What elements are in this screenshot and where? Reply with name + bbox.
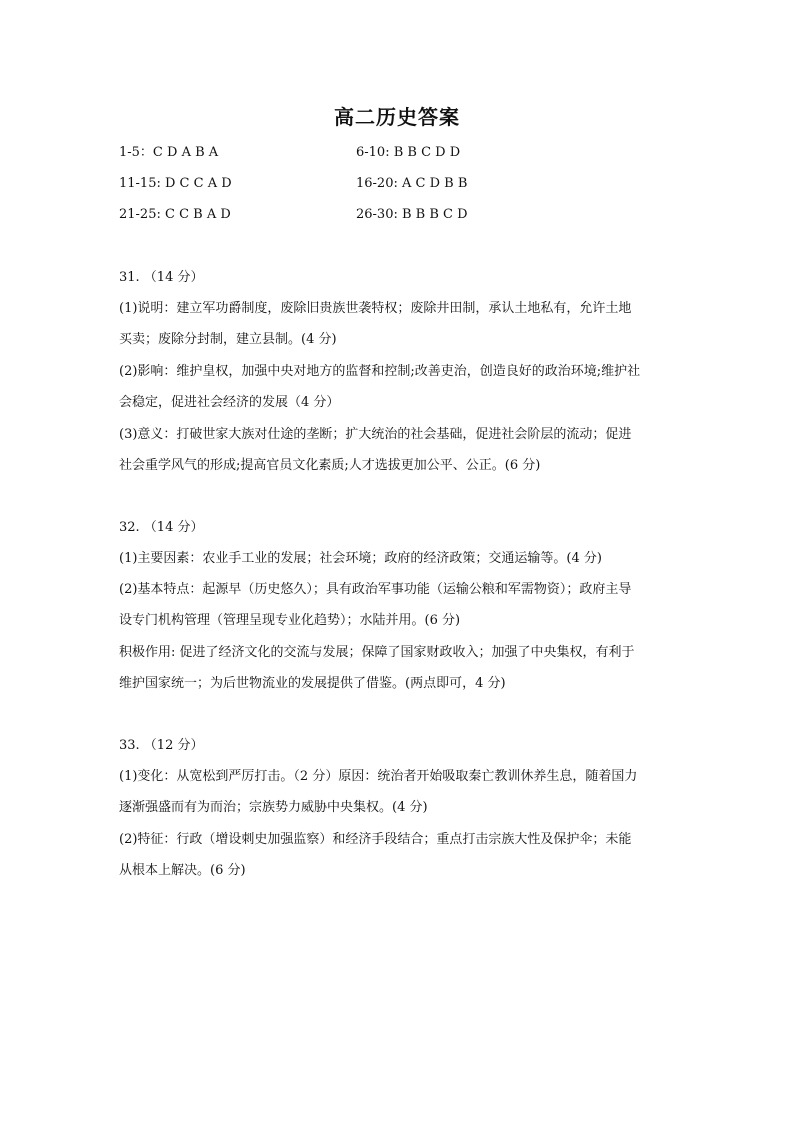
q31-heading: 31. （14 分） — [119, 270, 204, 285]
q31-answer-line: 社会重学风气的形成;提高官员文化素质;人才选拔更加公平、公正。(6 分) — [119, 458, 541, 473]
page-title: 高二历史答案 — [334, 105, 460, 129]
mc-answers-6-10: 6-10: B B C D D — [356, 145, 461, 160]
mc-answers-11-15: 11-15: D C C A D — [119, 176, 232, 191]
mc-answers-26-30: 26-30: B B B C D — [356, 207, 468, 222]
mc-answer-row — [119, 173, 719, 195]
q32-answer-line: (2)基本特点：起源早（历史悠久）；具有政治军事功能（运输公粮和军需物资）；政府主导 — [119, 582, 632, 597]
q31-answer-line: (2)影响：维护皇权，加强中央对地方的监督和控制;改善吏治，创造良好的政治环境;维护社 — [119, 364, 641, 379]
q32-answer-line: 维护国家统一；为后世物流业的发展提供了借鉴。(两点即可，4 分) — [119, 676, 506, 691]
q33-answer-line: 从根本上解决。(6 分) — [119, 863, 246, 878]
q33-heading: 33. （12 分） — [119, 738, 204, 753]
q31-answer-line: (1)说明：建立军功爵制度，废除旧贵族世袭特权；废除井田制，承认土地私有，允许土地 — [119, 301, 632, 316]
mc-answer-row — [119, 204, 719, 226]
q31-answer-line: (3)意义：打破世家大族对仕途的垄断；扩大统治的社会基础，促进社会阶层的流动；促进 — [119, 427, 632, 442]
q32-answer-line: 设专门机构管理（管理呈现专业化趋势）；水陆并用。(6 分) — [119, 613, 461, 628]
q31-answer-line: 会稳定，促进社会经济的发展（4 分） — [119, 395, 340, 410]
mc-answers-21-25: 21-25: C C B A D — [119, 207, 231, 222]
mc-answer-row — [119, 142, 719, 164]
q31-answer-line: 买卖；废除分封制，建立县制。(4 分) — [119, 332, 337, 347]
mc-answers-16-20: 16-20: A C D B B — [356, 176, 468, 191]
q32-answer-line: (1)主要因素：农业手工业的发展；社会环境；政府的经济政策；交通运输等。(4 分) — [119, 551, 602, 566]
mc-answers-1-5: 1-5：C D A B A — [119, 145, 219, 160]
q32-answer-line: 积极作用: 促进了经济文化的交流与发展；保障了国家财政收入；加强了中央集权，有利于 — [119, 645, 635, 660]
q32-heading: 32. （14 分） — [119, 520, 204, 535]
q33-answer-line: (2)特征：行政（增设刺史加强监察）和经济手段结合；重点打击宗族大性及保护伞；未能 — [119, 832, 632, 847]
q33-answer-line: (1)变化：从宽松到严厉打击。（2 分）原因：统治者开始吸取秦亡教训休养生息，随着国力 — [119, 769, 638, 784]
q33-answer-line: 逐渐强盛而有为而治；宗族势力威胁中央集权。(4 分) — [119, 800, 428, 815]
